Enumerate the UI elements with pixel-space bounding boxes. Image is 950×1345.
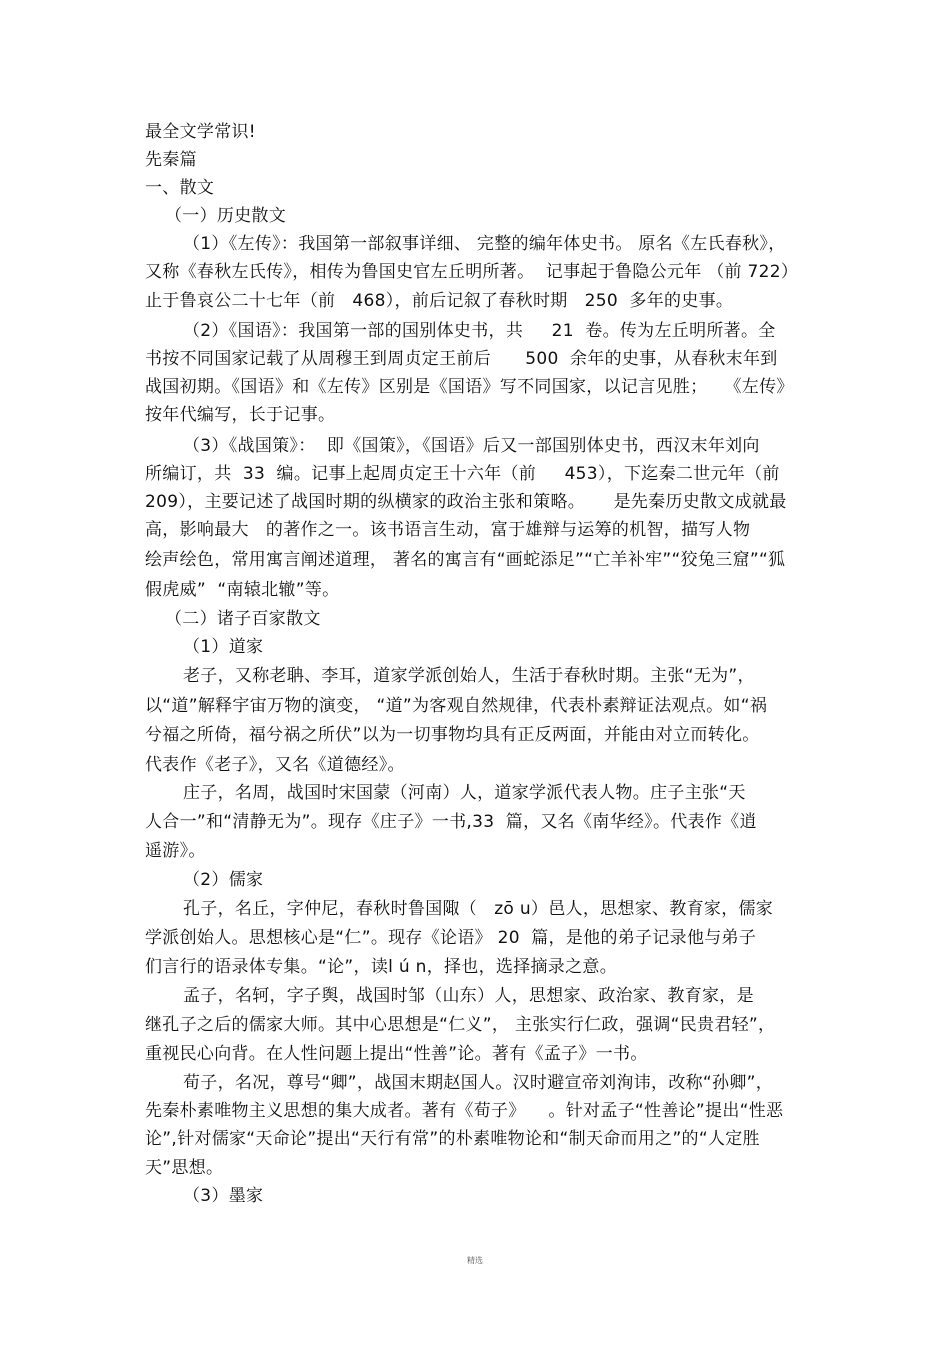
paragraph-line: 人合一”和“清静无为”。现存《庄子》一书,33 篇，又名《南华经》。代表作《逍 (145, 812, 757, 832)
paragraph-line: 孔子，名丘，字仲尼，春秋时鲁国陬（ zō u）邑人，思想家、教育家，儒家 (183, 899, 774, 919)
paragraph-line: 孟子，名轲，字子舆，战国时邹（山东）人，思想家、政治家、教育家，是 (183, 986, 754, 1006)
subheading-mohism: （3）墨家 (183, 1186, 264, 1206)
paragraph-line: 所编订，共 33 编。记事上起周贞定王十六年（前 453），下迄秦二世元年（前 (145, 464, 780, 484)
paragraph-line: 战国初期。《国语》和《左传》区别是《国语》写不同国家，以记言见胜； 《左传》 (145, 377, 794, 397)
subheading-history-prose: （一）历史散文 (165, 206, 287, 226)
paragraph-line: 重视民心向背。在人性问题上提出“性善”论。著有《孟子》一书。 (145, 1044, 648, 1064)
paragraph-line: 209），主要记述了战国时期的纵横家的政治主张和策略。 是先秦历史散文成就最 (145, 492, 787, 512)
paragraph-line: 庄子，名周，战国时宋国蒙（河南）人，道家学派代表人物。庄子主张“天 (183, 783, 746, 803)
document-title: 最全文学常识! (145, 122, 256, 142)
paragraph-line: 以“道”解释宇宙万物的演变， “道”为客观自然规律，代表朴素辩证法观点。如“祸 (145, 696, 768, 716)
paragraph-line: 高，影响最大 的著作之一。该书语言生动，富于雄辩与运筹的机智，描写人物 (145, 520, 751, 540)
paragraph-line: 遥游》。 (145, 841, 206, 861)
paragraph-line: 又称《春秋左氏传》，相传为鲁国史官左丘明所著。 记事起于鲁隐公元年 （前 722） (145, 262, 799, 282)
paragraph-line: 们言行的语录体专集。“论”，读l ú n，择也，选择摘录之意。 (145, 957, 617, 977)
paragraph-line: （1）《左传》：我国第一部叙事详细、 完整的编年体史书。 原名《左氏春秋》， (183, 234, 786, 254)
page-footer: 精选 (467, 1256, 483, 1265)
paragraph-line: 代表作《老子》，又名《道德经》。 (145, 755, 405, 775)
paragraph-line: 按年代编写，长于记事。 (145, 405, 336, 425)
paragraph-line: 止于鲁哀公二十七年（前 468），前后记叙了春秋时期 250 多年的史事。 (145, 291, 734, 311)
subheading-philosophers-prose: （二）诸子百家散文 (165, 609, 321, 629)
paragraph-line: 书按不同国家记载了从周穆王到周贞定王前后 500 余年的史事，从春秋末年到 (145, 349, 778, 369)
subheading-confucianism: （2）儒家 (183, 870, 264, 890)
paragraph-line: 绘声绘色，常用寓言阐述道理， 著名的寓言有“画蛇添足”“亡羊补牢”“狡兔三窟”“狐 (145, 550, 786, 570)
paragraph-line: 学派创始人。思想核心是“仁”。现存《论语》 20 篇，是他的弟子记录他与弟子 (145, 928, 757, 948)
paragraph-line: 假虎威” “南辕北辙”等。 (145, 580, 340, 600)
paragraph-line: （2）《国语》：我国第一部的国别体史书，共 21 卷。传为左丘明所著。全 (183, 321, 776, 341)
section-title: 先秦篇 (145, 150, 197, 170)
paragraph-line: 先秦朴素唯物主义思想的集大成者。著有《荀子》 。针对孟子“性善论”提出“性恶 (145, 1101, 784, 1121)
paragraph-line: 老子，又称老聃、李耳，道家学派创始人，生活于春秋时期。主张“无为”， (183, 666, 755, 686)
paragraph-line: 荀子，名况，尊号“卿”，战国末期赵国人。汉时避宣帝刘洵讳，改称“孙卿”， (183, 1073, 774, 1093)
heading-prose: 一、散文 (145, 178, 215, 198)
subheading-daoism: （1）道家 (183, 637, 264, 657)
paragraph-line: 论”,针对儒家“天命论”提出“天行有常”的朴素唯物论和“制天命而用之”的“人定胜 (145, 1129, 760, 1149)
paragraph-line: （3）《战国策》： 即《国策》，《国语》后又一部国别体史书，西汉末年刘向 (183, 436, 760, 456)
paragraph-line: 继孔子之后的儒家大师。其中心思想是“仁义”， 主张实行仁政，强调“民贵君轻”， (145, 1015, 776, 1035)
paragraph-line: 兮福之所倚，福兮祸之所伏”以为一切事物均具有正反两面，并能由对立而转化。 (145, 725, 760, 745)
paragraph-line: 天”思想。 (145, 1158, 224, 1178)
